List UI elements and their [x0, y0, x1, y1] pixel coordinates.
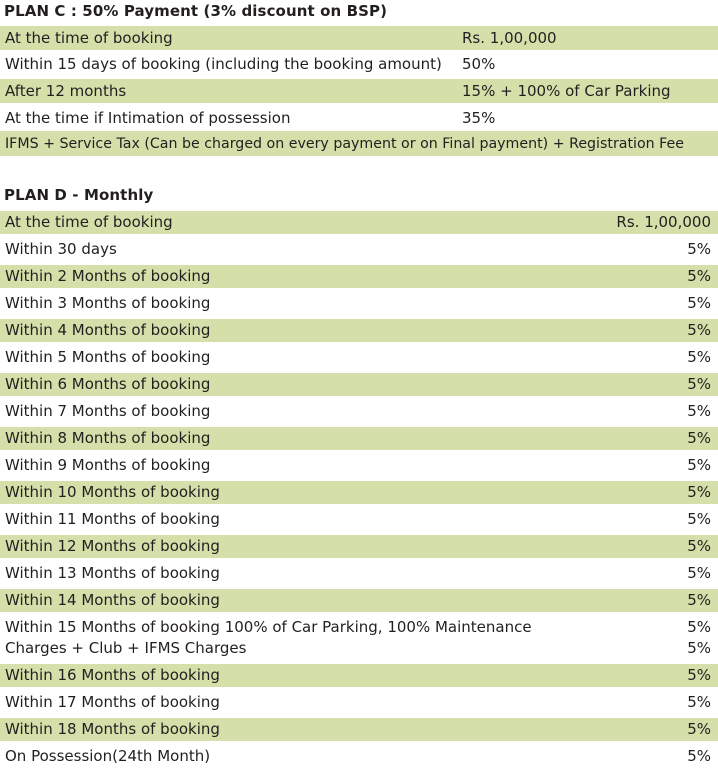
- plan-c-row: [0, 26, 718, 50]
- plan-d-row: [0, 211, 718, 234]
- plan-d-row: [0, 400, 718, 423]
- plan-d-row: [0, 346, 718, 369]
- plan-d-row-label: Within 14 Months of booking: [5, 591, 220, 609]
- plan-d-row-value: 5%: [687, 267, 711, 285]
- plan-d-row: [0, 373, 718, 396]
- plan-d-row: [0, 562, 718, 585]
- plan-c-row-value: Rs. 1,00,000: [462, 29, 557, 47]
- plan-d-row-value: 5%: [687, 618, 711, 636]
- plan-d-row-value: 5%: [687, 429, 711, 447]
- plan-c-note-row: [0, 131, 718, 156]
- plan-c-row-value: 15% + 100% of Car Parking: [462, 82, 671, 100]
- plan-d-row: [0, 481, 718, 504]
- plan-d-row-value: 5%: [687, 747, 711, 765]
- plan-d-row: [0, 745, 718, 768]
- plan-c-row-value: 50%: [462, 55, 496, 73]
- plan-d-row-label: Within 30 days: [5, 240, 117, 258]
- plan-d-row: [0, 589, 718, 612]
- plan-d-row-value: 5%: [687, 537, 711, 555]
- plan-d-row-value: 5%: [687, 321, 711, 339]
- plan-d-row-value: 5%: [687, 591, 711, 609]
- plan-d-row: [0, 664, 718, 687]
- plan-d-row-label: Within 5 Months of booking: [5, 348, 211, 366]
- plan-d-row-label: Within 15 Months of booking 100% of Car Parking, 100% Maintenance: [5, 618, 532, 636]
- plan-d-row: [0, 454, 718, 477]
- plan-d-row-value: 5%: [687, 693, 711, 711]
- plan-d-row-label: Within 13 Months of booking: [5, 564, 220, 582]
- plan-d-row-value: Rs. 1,00,000: [616, 213, 711, 231]
- plan-d-row: [0, 718, 718, 741]
- plan-c-row-label: Within 15 days of booking (including the booking amount): [5, 55, 442, 73]
- plan-d-row-label: Within 7 Months of booking: [5, 402, 211, 420]
- plan-d-row-label: On Possession(24th Month): [5, 747, 211, 765]
- plan-c-row: [0, 52, 718, 76]
- plan-c-title: PLAN C : 50% Payment (3% discount on BSP): [4, 2, 388, 20]
- plan-c-row-label: At the time if Intimation of possession: [5, 109, 291, 127]
- plan-d-row-label: Within 2 Months of booking: [5, 267, 211, 285]
- plan-d-row-value: 5%: [687, 720, 711, 738]
- plan-d-row-label: Within 8 Months of booking: [5, 429, 211, 447]
- plan-d-row: [0, 508, 718, 531]
- plan-c-row: [0, 106, 718, 130]
- plan-c-row-label: After 12 months: [5, 82, 127, 100]
- plan-d-row-label: Within 16 Months of booking: [5, 666, 220, 684]
- plan-d-title: PLAN D - Monthly: [4, 186, 154, 204]
- plan-d-row-value-line2: 5%: [687, 639, 711, 657]
- plan-d-row: [0, 691, 718, 714]
- plan-d-row: [0, 427, 718, 450]
- plan-d-row-label: Within 6 Months of booking: [5, 375, 211, 393]
- plan-c-note: IFMS + Service Tax (Can be charged on every payment or on Final payment) + Registration Fee: [5, 136, 685, 152]
- plan-d-row-label: Within 11 Months of booking: [5, 510, 220, 528]
- plan-d-row: [0, 265, 718, 288]
- plan-d-row: [0, 535, 718, 558]
- plan-c-row-label: At the time of booking: [5, 29, 173, 47]
- plan-d-row-value: 5%: [687, 564, 711, 582]
- plan-d-row-label: At the time of booking: [5, 213, 173, 231]
- plan-d-row-value: 5%: [687, 456, 711, 474]
- plan-d-row-value: 5%: [687, 666, 711, 684]
- plan-d-row: [0, 616, 718, 661]
- plan-d-row-label: Within 12 Months of booking: [5, 537, 220, 555]
- plan-d-row-value: 5%: [687, 375, 711, 393]
- plan-d-row-label: Within 9 Months of booking: [5, 456, 211, 474]
- plan-d-row-value: 5%: [687, 294, 711, 312]
- plan-d-row-label: Within 18 Months of booking: [5, 720, 220, 738]
- plan-d-row-label-line2: Charges + Club + IFMS Charges: [5, 639, 247, 657]
- plan-d-row: [0, 292, 718, 315]
- plan-c-row-value: 35%: [462, 109, 496, 127]
- plan-d-row-label: Within 17 Months of booking: [5, 693, 220, 711]
- plan-d-row-value: 5%: [687, 510, 711, 528]
- plan-d-row: [0, 238, 718, 261]
- plan-c-row: [0, 79, 718, 103]
- plan-d-row-value: 5%: [687, 348, 711, 366]
- plan-d-row-value: 5%: [687, 402, 711, 420]
- plan-d-row-label: Within 4 Months of booking: [5, 321, 211, 339]
- plan-d-row-label: Within 3 Months of booking: [5, 294, 211, 312]
- plan-d-row-value: 5%: [687, 240, 711, 258]
- plan-d-row-value: 5%: [687, 483, 711, 501]
- plan-d-row: [0, 319, 718, 342]
- plan-d-row-label: Within 10 Months of booking: [5, 483, 220, 501]
